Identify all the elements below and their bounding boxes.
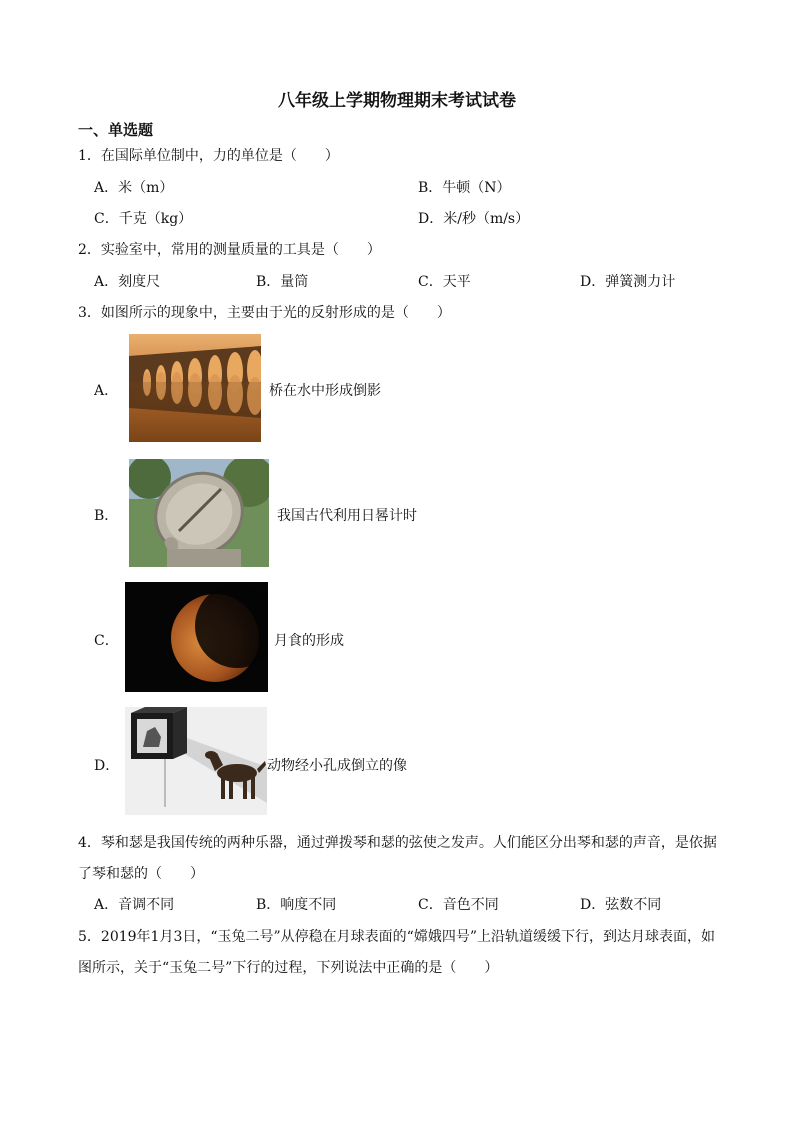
- question-3-option-c-label: C．: [94, 633, 119, 649]
- pinhole-camera-dog-diagram: [125, 707, 267, 815]
- question-1-option-a: A．米（m）: [94, 180, 174, 196]
- question-2-stem: 2．实验室中，常用的测量质量的工具是（ ）: [78, 242, 381, 258]
- section-heading: 一、单选题: [78, 121, 154, 139]
- question-4-option-d: D．弦数不同: [580, 897, 662, 913]
- question-1-option-b: B．牛顿（N）: [418, 180, 511, 196]
- question-3-option-b-caption: 我国古代利用日晷计时: [277, 508, 417, 524]
- question-2-option-a: A．刻度尺: [94, 274, 161, 290]
- bridge-reflection-photo: [129, 334, 261, 442]
- question-1-option-c: C．千克（kg）: [94, 211, 193, 227]
- question-3-option-d-label: D．: [94, 758, 120, 774]
- question-1-option-d: D．米/秒（m/s）: [418, 211, 530, 227]
- question-3-option-c-caption: 月食的形成: [274, 633, 344, 649]
- question-4-option-a: A．音调不同: [94, 897, 175, 913]
- question-4-stem-line-2: 了琴和瑟的（ ）: [78, 866, 204, 882]
- question-4-option-b: B．响度不同: [256, 897, 337, 913]
- question-3-option-a-label: A．: [94, 383, 119, 399]
- question-1-stem: 1．在国际单位制中，力的单位是（ ）: [78, 148, 339, 164]
- question-4-option-c: C．音色不同: [418, 897, 499, 913]
- question-3-option-d-caption: 动物经小孔成倒立的像: [267, 758, 407, 774]
- question-2-option-b: B．量筒: [256, 274, 309, 290]
- question-3-option-a-caption: 桥在水中形成倒影: [269, 383, 381, 399]
- question-3-option-b-label: B．: [94, 508, 119, 524]
- lunar-eclipse-photo: [125, 582, 268, 692]
- question-3-stem: 3．如图所示的现象中，主要由于光的反射形成的是（ ）: [78, 305, 451, 321]
- question-4-stem-line-1: 4．琴和瑟是我国传统的两种乐器，通过弹拨琴和瑟的弦使之发声。人们能区分出琴和瑟的声音，是依据: [78, 835, 717, 851]
- question-2-option-c: C．天平: [418, 274, 471, 290]
- question-5-stem-line-1: 5．2019年1月3日，“玉兔二号”从停稳在月球表面的“嫦娥四号”上沿轨道缓缓下行，到达月球表面，如: [78, 929, 715, 945]
- sundial-photo: [129, 459, 269, 567]
- question-5-stem-line-2: 图所示，关于“玉兔二号”下行的过程，下列说法中正确的是（ ）: [78, 960, 499, 976]
- question-2-option-d: D．弹簧测力计: [580, 274, 676, 290]
- page-title: 八年级上学期物理期末考试试卷: [278, 91, 516, 111]
